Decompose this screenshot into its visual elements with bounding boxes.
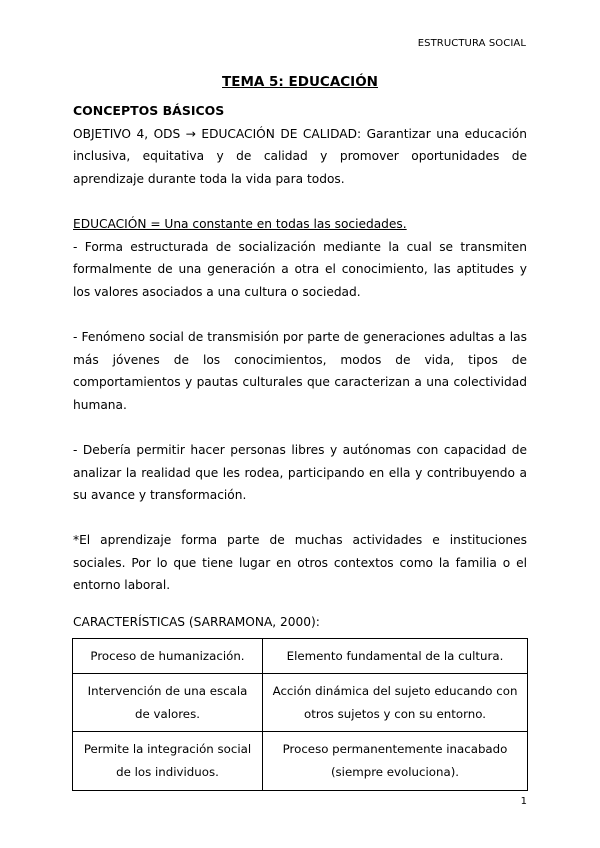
spacer: [73, 597, 527, 611]
table-row: [73, 732, 528, 790]
table-row: [73, 638, 528, 674]
spacer: [73, 190, 527, 213]
table-cell: Acción dinámica del sujeto educando con otros sujetos y con su entorno.: [263, 674, 528, 732]
page-content: [73, 74, 527, 791]
education-definition: EDUCACIÓN = Una constante en todas las sociedades.: [73, 216, 407, 231]
page-number: 1: [520, 796, 527, 807]
spacer: [73, 507, 527, 530]
running-header: ESTRUCTURA SOCIAL: [417, 38, 526, 49]
table-cell: Intervención de una escala de valores.: [73, 674, 263, 732]
education-point-2: - Fenómeno social de transmisión por parte de generaciones adultas a las más jóvenes de los conocimientos, modos de vida, tipos de comportamientos y pautas culturales que caracterizan a una colectividad humana.: [73, 329, 527, 412]
table-cell: Proceso de humanización.: [73, 638, 263, 674]
table-cell: Elemento fundamental de la cultura.: [263, 638, 528, 674]
table-cell: Permite la integración social de los individuos.: [73, 732, 263, 790]
characteristics-table: [72, 638, 528, 791]
document-title: TEMA 5: EDUCACIÓN: [222, 74, 378, 90]
learning-note: *El aprendizaje forma parte de muchas actividades e instituciones sociales. Por lo que tiene lugar en otros contextos como la familia o el entorno laboral.: [73, 533, 527, 593]
education-point-1: - Forma estructurada de socialización mediante la cual se transmiten formalmente de una generación a otra el conocimiento, las aptitudes y los valores asociados a una cultura o sociedad.: [73, 239, 527, 299]
spacer: [73, 416, 527, 439]
education-point-3: - Debería permitir hacer personas libres y autónomas con capacidad de analizar la realidad que les rodea, participando en ella y contribuyendo a su avance y transformación.: [73, 442, 527, 503]
table-cell: Proceso permanentemente inacabado (siempre evoluciona).: [263, 732, 528, 790]
section-heading: CONCEPTOS BÁSICOS: [73, 103, 225, 118]
table-row: [73, 674, 528, 732]
spacer: [73, 303, 527, 326]
objective-paragraph: OBJETIVO 4, ODS → EDUCACIÓN DE CALIDAD: Garantizar una educación inclusiva, equitativa y de calidad y promover oportunidades de aprendizaje durante toda la vida para todos.: [73, 126, 527, 186]
characteristics-heading: CARACTERÍSTICAS (SARRAMONA, 2000):: [73, 615, 320, 630]
